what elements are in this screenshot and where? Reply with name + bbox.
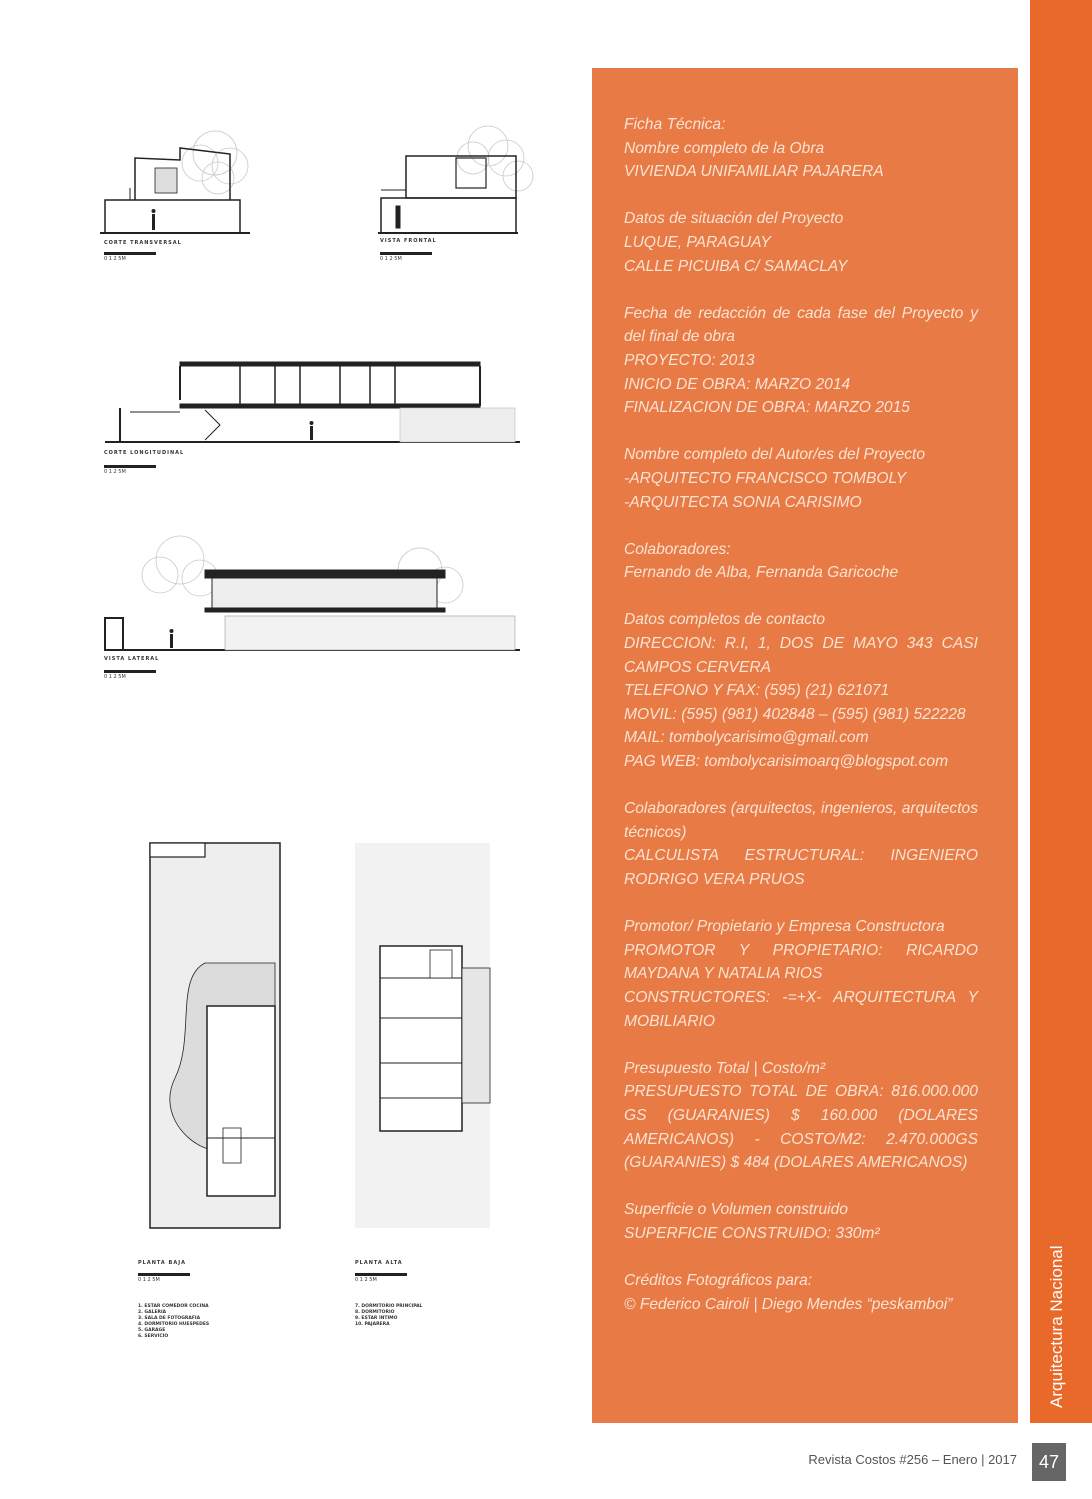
ficha-line: LUQUE, PARAGUAY bbox=[624, 233, 771, 251]
ficha-line: INICIO DE OBRA: MARZO 2014 bbox=[624, 375, 851, 393]
ficha-line: Colaboradores (arquitectos, ingenieros, arquitectos técnicos) bbox=[624, 800, 978, 841]
page-number: 47 bbox=[1032, 1443, 1066, 1481]
scale-text: 0 1 2 5M bbox=[380, 256, 402, 262]
ficha-line: SUPERFICIE CONSTRUIDO: 330m² bbox=[624, 1224, 880, 1242]
ficha-line: Colaboradores: bbox=[624, 540, 731, 558]
planta-baja-legend bbox=[138, 1304, 278, 1340]
legend-item: 8. DORMITORIO bbox=[355, 1310, 395, 1315]
ficha-line: Datos completos de contacto bbox=[624, 611, 826, 629]
person-icon bbox=[310, 421, 314, 440]
section-side-band bbox=[1030, 0, 1092, 1423]
legend-item: 9. ESTAR INTIMO bbox=[355, 1316, 398, 1321]
vista-frontal-drawing bbox=[378, 118, 548, 240]
corte-longitudinal-label: CORTE LONGITUDINAL bbox=[104, 450, 185, 456]
ficha-section bbox=[624, 915, 978, 1033]
ficha-section bbox=[624, 113, 978, 184]
planta-alta-legend bbox=[355, 1304, 495, 1328]
ficha-line: MOVIL: (595) (981) 402848 – (595) (981) 522228 bbox=[624, 705, 966, 723]
person-icon bbox=[152, 209, 156, 230]
ficha-line: CALCULISTA ESTRUCTURAL: INGENIERO RODRIGO VERA PRUOS bbox=[624, 847, 978, 888]
scale-text: 0 1 2 5M bbox=[104, 256, 126, 262]
ficha-line: TELEFONO Y FAX: (595) (21) 621071 bbox=[624, 682, 890, 700]
vista-lateral-drawing bbox=[100, 530, 520, 655]
ficha-line: FINALIZACION DE OBRA: MARZO 2015 bbox=[624, 399, 910, 417]
legend-item: 7. DORMITORIO PRINCIPAL bbox=[355, 1304, 423, 1309]
scale-text: 0 1 2 5M bbox=[138, 1277, 160, 1283]
ficha-line: Promotor/ Propietario y Empresa Constructora bbox=[624, 918, 945, 936]
legend-item: 6. SERVICIO bbox=[138, 1334, 169, 1339]
ficha-line: Datos de situación del Proyecto bbox=[624, 210, 844, 228]
planta-baja-label: PLANTA BAJA bbox=[138, 1260, 186, 1266]
planta-alta-label: PLANTA ALTA bbox=[355, 1260, 403, 1266]
ficha-line: MAIL: tombolycarisimo@gmail.com bbox=[624, 729, 869, 747]
ficha-line: PRESUPUESTO TOTAL DE OBRA: 816.000.000 GS (GUARANIES) $ 160.000 (DOLARES AMERICANOS) - COSTO/M2: 2.470.000GS (GUARANIES) $ 484 (DOLARES AMERICANOS) bbox=[624, 1083, 978, 1172]
ficha-line: VIVIENDA UNIFAMILIAR PAJARERA bbox=[624, 163, 884, 181]
scale-bar bbox=[138, 1273, 190, 1283]
ficha-section bbox=[624, 538, 978, 585]
ficha-section bbox=[624, 1269, 978, 1316]
scale-text: 0 1 2 5M bbox=[104, 469, 126, 475]
ficha-section bbox=[624, 207, 978, 278]
ficha-line: PROYECTO: 2013 bbox=[624, 351, 755, 369]
corte-longitudinal-drawing bbox=[100, 350, 520, 450]
ficha-line: DIRECCION: R.I, 1, DOS DE MAYO 343 CASI CAMPOS CERVERA bbox=[624, 635, 978, 676]
scale-bar bbox=[355, 1273, 407, 1283]
planta-baja-drawing bbox=[145, 838, 295, 1238]
scale-bar bbox=[104, 252, 156, 262]
ficha-section bbox=[624, 302, 978, 420]
ficha-line: -ARQUITECTA SONIA CARISIMO bbox=[624, 493, 862, 511]
ficha-section bbox=[624, 608, 978, 773]
footer-publication: Revista Costos #256 – Enero | 2017 bbox=[808, 1452, 1017, 1467]
ficha-section bbox=[624, 797, 978, 891]
legend-item: 1. ESTAR COMEDOR COCINA bbox=[138, 1304, 209, 1309]
legend-item: 10. PAJARERA bbox=[355, 1322, 390, 1327]
ficha-line: CONSTRUCTORES: -=+X- ARQUITECTURA Y MOBILIARIO bbox=[624, 988, 978, 1030]
ficha-line: Nombre completo del Autor/es del Proyecto bbox=[624, 446, 926, 464]
ficha-line: Nombre completo de la Obra bbox=[624, 139, 825, 157]
vista-frontal-label: VISTA FRONTAL bbox=[380, 238, 437, 244]
tree-icon bbox=[182, 131, 248, 194]
ficha-line: Fernando de Alba, Fernanda Garicoche bbox=[624, 564, 899, 582]
ficha-section bbox=[624, 443, 978, 514]
legend-item: 2. GALERIA bbox=[138, 1310, 167, 1315]
section-label: Arquitectura Nacional bbox=[1047, 1245, 1066, 1408]
ficha-line: -ARQUITECTO FRANCISCO TOMBOLY bbox=[624, 469, 907, 487]
scale-bar bbox=[104, 670, 156, 680]
corte-transversal-drawing bbox=[100, 118, 260, 240]
ficha-section bbox=[624, 1057, 978, 1175]
ficha-tecnica-text bbox=[624, 113, 978, 1340]
scale-text: 0 1 2 5M bbox=[355, 1277, 377, 1283]
ficha-section bbox=[624, 1198, 978, 1245]
person-icon bbox=[170, 629, 174, 648]
corte-transversal-label: CORTE TRANSVERSAL bbox=[104, 240, 182, 246]
legend-item: 4. DORMITORIO HUESPEDES bbox=[138, 1322, 210, 1327]
legend-item: 5. GARAGE bbox=[138, 1328, 166, 1333]
ficha-line: Superficie o Volumen construido bbox=[624, 1201, 848, 1219]
legend-item: 3. SALA DE FOTOGRAFIA bbox=[138, 1316, 201, 1321]
ficha-line: CALLE PICUIBA C/ SAMACLAY bbox=[624, 257, 848, 275]
scale-bar bbox=[104, 465, 156, 475]
ficha-line: © Federico Cairoli | Diego Mendes “peskamboi” bbox=[624, 1295, 953, 1313]
ficha-line: Presupuesto Total | Costo/m² bbox=[624, 1059, 826, 1077]
scale-bar bbox=[380, 252, 432, 262]
vista-lateral-label: VISTA LATERAL bbox=[104, 656, 160, 662]
scale-text: 0 1 2 5M bbox=[104, 674, 126, 680]
ficha-line: Fecha de redacción de cada fase del Proyecto y del final de obra bbox=[624, 304, 978, 346]
ficha-line: PROMOTOR Y PROPIETARIO: RICARDO MAYDANA Y NATALIA RIOS bbox=[624, 941, 978, 983]
planta-alta-drawing bbox=[350, 838, 500, 1238]
ficha-line: Ficha Técnica: bbox=[624, 116, 726, 133]
ficha-line: PAG WEB: tombolycarisimoarq@blogspot.com bbox=[624, 753, 949, 771]
ficha-line: Créditos Fotográficos para: bbox=[624, 1272, 813, 1290]
